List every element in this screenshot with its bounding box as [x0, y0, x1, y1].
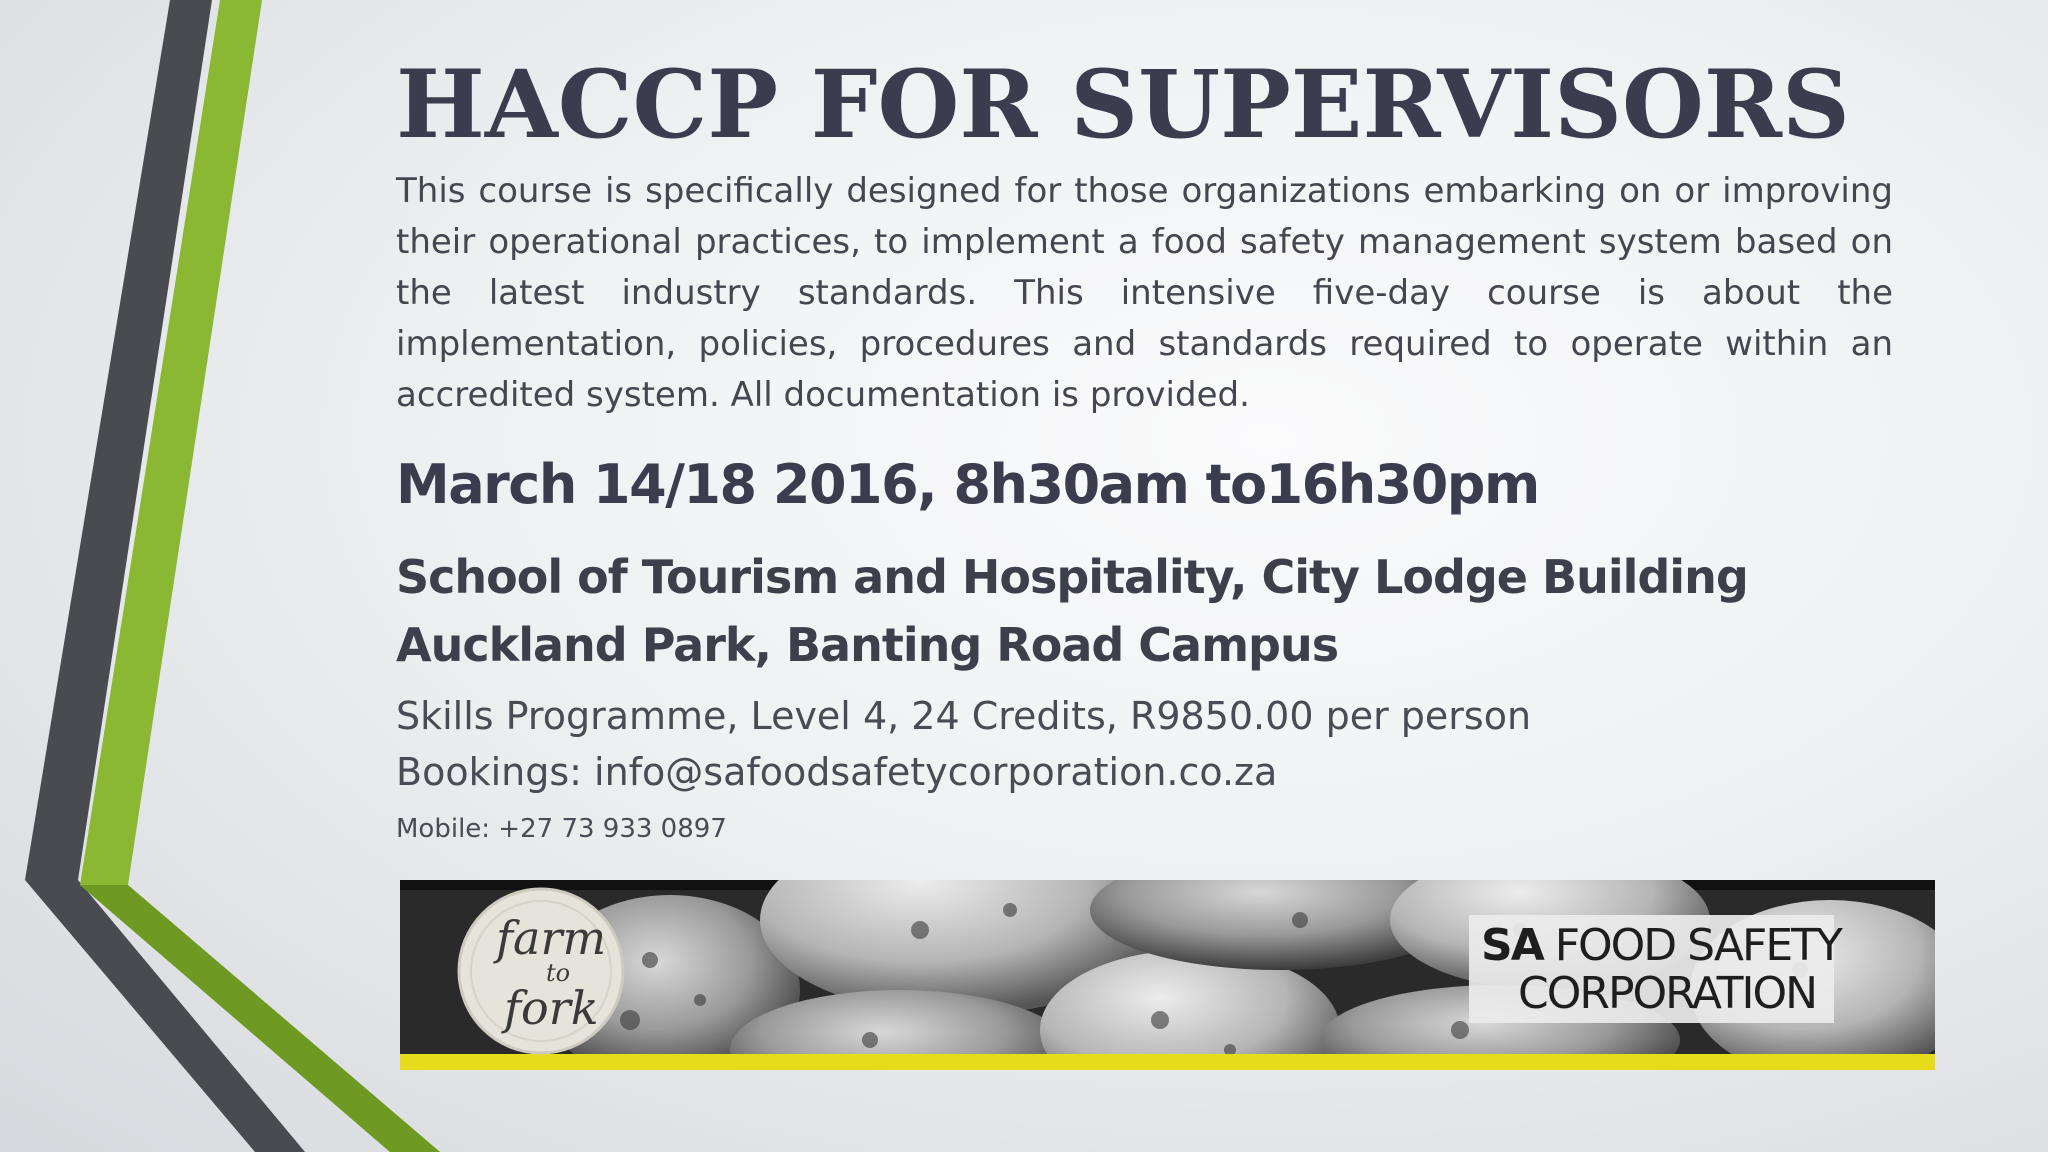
venue-line-2: Auckland Park, Banting Road Campus: [396, 618, 1339, 672]
mobile-number: Mobile: +27 73 933 0897: [396, 814, 727, 844]
skills-programme-info: Skills Programme, Level 4, 24 Credits, R9850.00 per person: [396, 694, 1532, 738]
svg-text:to: to: [546, 959, 571, 987]
farm-to-fork-seal: [456, 886, 626, 1056]
logo-line-1: [1469, 920, 1841, 971]
course-date-time: March 14/18 2016, 8h30am to16h30pm: [396, 453, 1539, 516]
sponsor-banner: [400, 880, 1935, 1070]
svg-text:farm: farm: [496, 911, 607, 965]
logo-line-2: CORPORATION: [1518, 968, 1816, 1019]
course-description: This course is specifically designed for those organizations embarking on or improving their operational practices, to implement a food safety management system based on the latest industry standards. This intensive five-day course is about the implementation, policies, procedures and standards required to operate within an accredited system. All documentation is provided.: [396, 171, 1893, 415]
bookings-email[interactable]: Bookings: info@safoodsafetycorporation.co.za: [396, 750, 1278, 794]
venue-line-1: School of Tourism and Hospitality, City Lodge Building: [396, 550, 1748, 604]
logo-food-safety-text: FOOD SAFETY: [1542, 920, 1841, 971]
logo-sa-text: SA: [1481, 920, 1543, 971]
sa-food-safety-logo: [1469, 915, 1841, 1023]
svg-text:fork: fork: [504, 981, 599, 1035]
page-title: HACCP FOR SUPERVISORS: [396, 50, 1850, 160]
